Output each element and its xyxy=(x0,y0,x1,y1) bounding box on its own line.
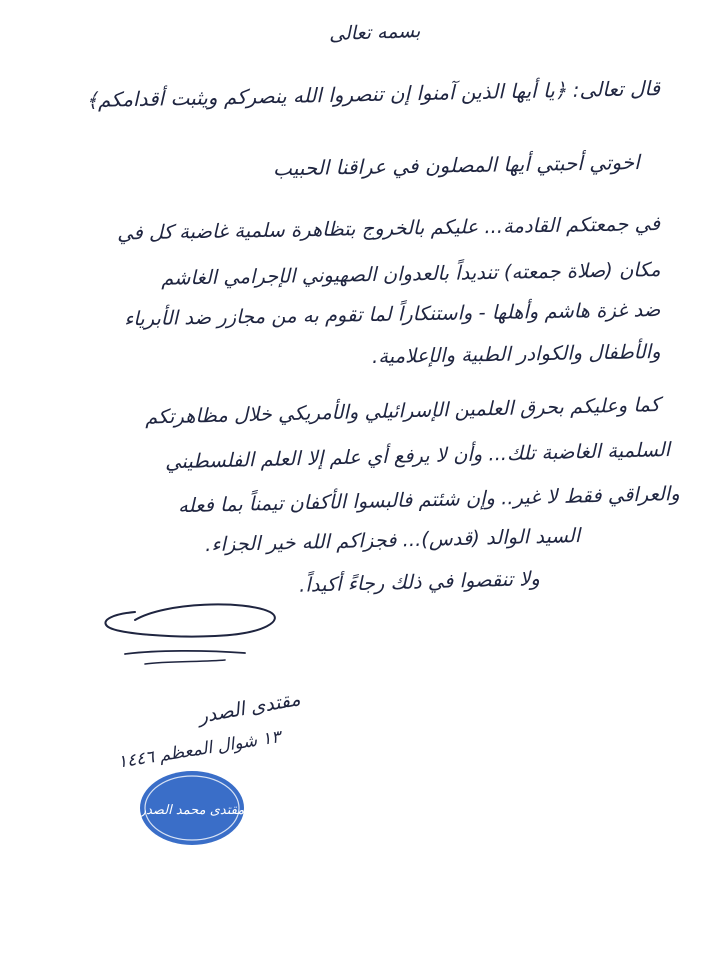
body-line: مكان (صلاة جمعته) تنديداً بالعدوان الصهيوني الإجرامي الغاشم xyxy=(160,258,661,290)
body-line: السيد الوالد (قدس)... فجزاكم الله خير الجزاء. xyxy=(204,524,581,557)
letter-date: ١٣ شوال المعظم ١٤٤٦ xyxy=(116,727,282,773)
seal-text: مقتدى محمد الصدر xyxy=(139,803,245,818)
salutation: اخوتي أحبتي أيها المصلون في عراقنا الحبيب xyxy=(273,150,641,181)
body-line: ضد غزة هاشم وأهلها - واستنكاراً لما تقوم به من مجازر ضد الأبرياء xyxy=(123,298,661,331)
signature-scribble xyxy=(95,590,285,680)
body-line: ولا تنقصوا في ذلك رجاءً أكيداً. xyxy=(299,567,541,597)
official-seal-stamp xyxy=(137,768,247,848)
signer-name: مقتدى الصدر xyxy=(196,688,302,728)
body-line: والأطفال والكوادر الطبية والإعلامية. xyxy=(371,340,661,369)
body-line: والعراقي فقط لا غير.. وإن شئتم فالبسوا الأكفان تيمناً بما فعله xyxy=(178,482,681,518)
body-line: كما وعليكم بحرق العلمين الإسرائيلي والأمريكي خلال مظاهرتكم xyxy=(145,393,661,429)
quran-verse: قال تعالى: ﴿يا أيها الذين آمنوا إن تنصروا الله ينصركم ويثبت أقدامكم﴾ xyxy=(85,76,661,113)
body-line: في جمعتكم القادمة... عليكم بالخروج بتظاهرة سلمية غاضبة كل في xyxy=(116,212,661,245)
basmala-heading: بسمه تعالى xyxy=(328,20,421,46)
body-line: السلمية الغاضبة تلك... وأن لا يرفع أي علم إلا العلم الفلسطيني xyxy=(164,438,671,474)
